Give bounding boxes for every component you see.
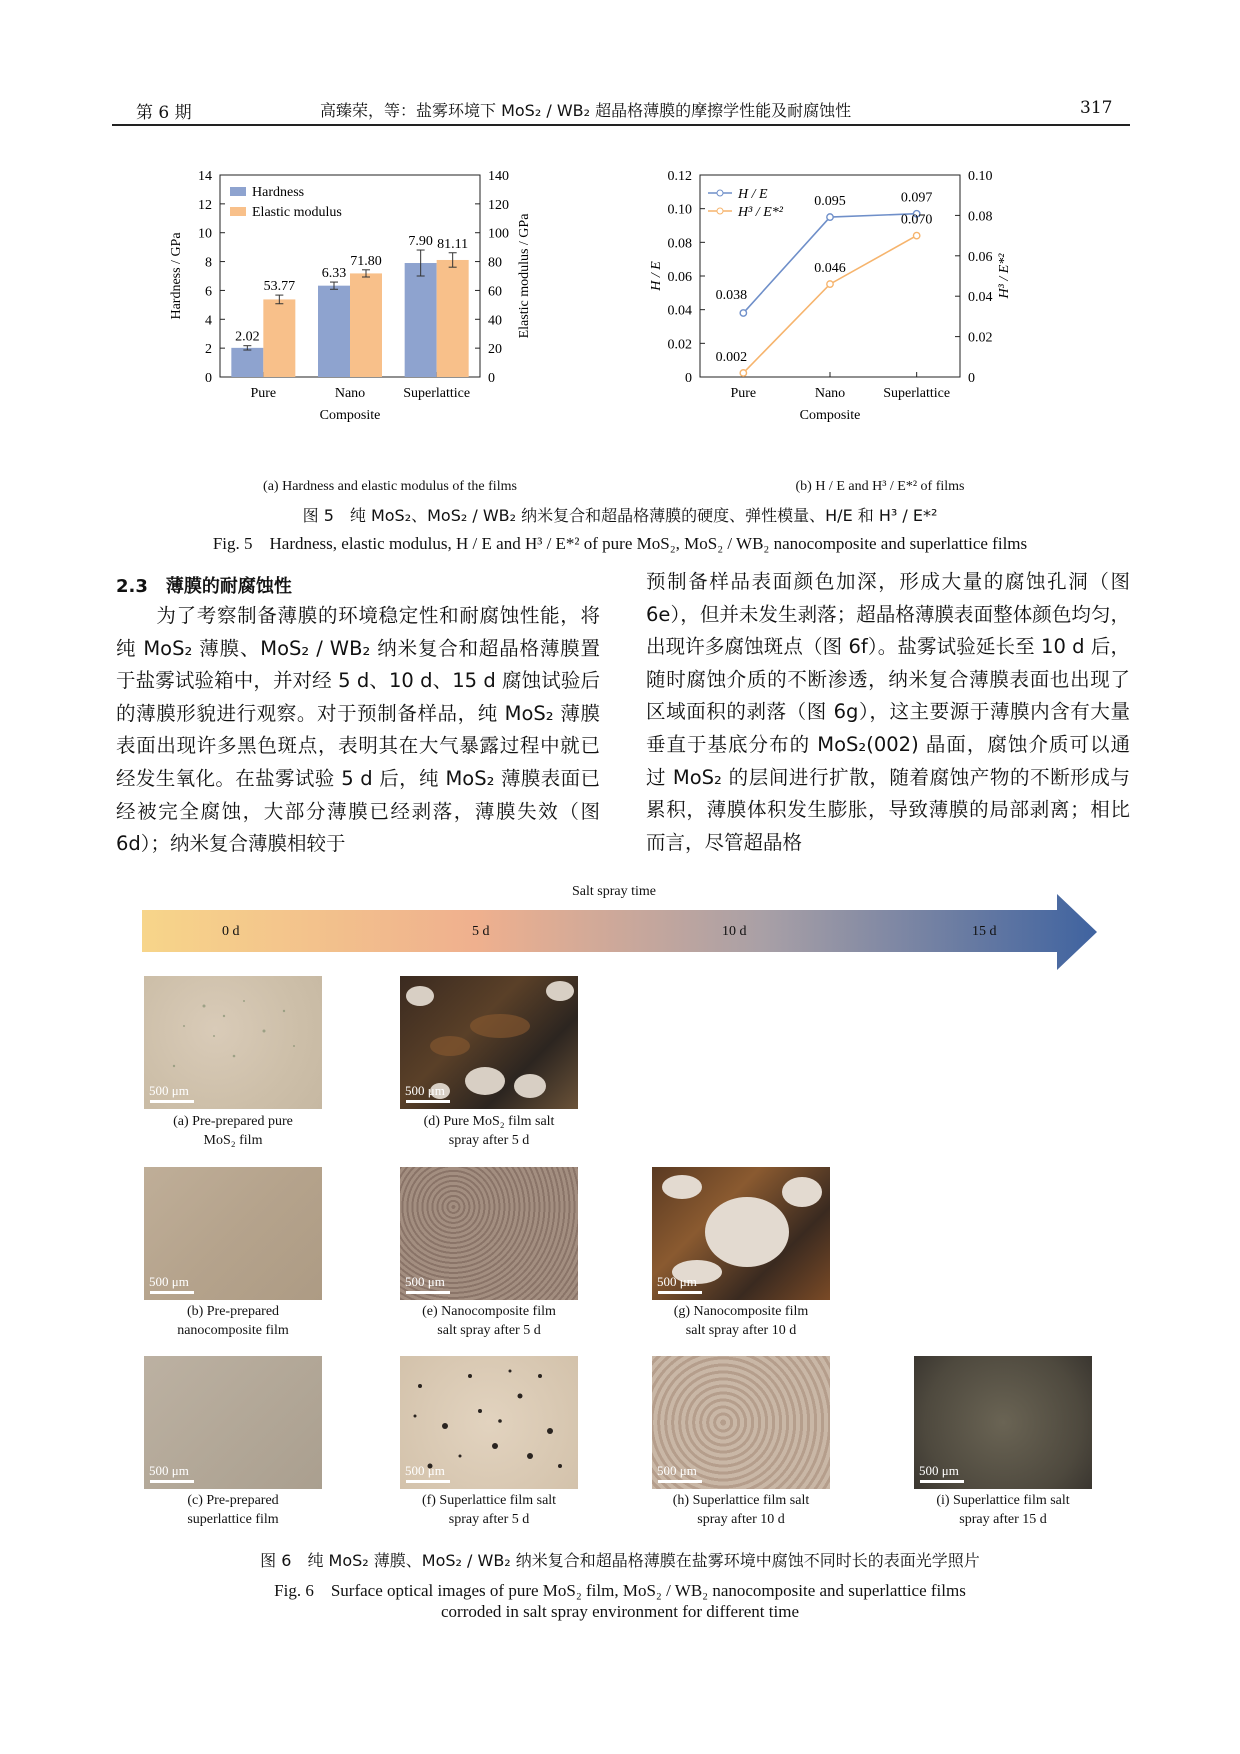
bar: [405, 263, 437, 377]
caption-line: (i) Superlattice film salt: [936, 1493, 1070, 1508]
photo-h-superlattice-10d: [652, 1356, 830, 1489]
data-point: [913, 232, 919, 238]
y-tick-label: 0.04: [667, 303, 692, 319]
data-label: 81.11: [437, 236, 469, 252]
caption-line: (c) Pre-prepared: [187, 1493, 279, 1508]
x-tick-label: Pure: [250, 386, 277, 401]
photo-i-caption: [902, 1491, 1104, 1529]
photo-e-caption: [388, 1302, 590, 1340]
y2-tick-label: 120: [488, 197, 509, 213]
caption-line: superlattice film: [187, 1512, 279, 1527]
fig6-caption-cn: 图 6 纯 MoS₂ 薄膜、MoS₂ / WB₂ 纳米复合和超晶格薄膜在盐雾环境中腐蚀不同时长的表面光学照片: [260, 1551, 980, 1570]
fig6-caption-en-1: Fig. 6 Surface optical images of pure MoS₂ film, MoS₂ / WB₂ nanocomposite and superlattice films: [274, 1581, 966, 1600]
caption-line: salt spray after 5 d: [437, 1323, 541, 1338]
scale-bar-label: 500 μm: [405, 1083, 445, 1098]
fig5a-caption: (a) Hardness and elastic modulus of the films: [263, 479, 517, 494]
data-label: 6.33: [321, 266, 347, 282]
scale-bar-label: 500 μm: [405, 1274, 445, 1289]
section-title: 2.3 薄膜的耐腐蚀性: [116, 576, 292, 597]
legend-label: H / E: [738, 187, 768, 202]
paragraph: 预制备样品表面颜色加深，形成大量的腐蚀孔洞（图 6e），但并未发生剥落；超晶格薄膜表面整体颜色均匀，出现许多腐蚀斑点（图 6f）。盐雾试验延长至 10 d 后，随时腐蚀介质的不断渗透，纳米复合薄膜表面也出现了区域面积的剥落（图 6g），这主要源于薄膜内含有大量垂直于基底分布的 MoS₂(002) 晶面，腐蚀介质可以通过 MoS₂ 的层间进行扩散，随着腐蚀产物的不断形成与累积，薄膜体积发生膨胀，导致薄膜的局部剥离；相比而言，尽管超晶格: [646, 570, 1130, 854]
caption-line: spray after 5 d: [448, 1512, 530, 1527]
y-tick-label: 0.02: [667, 337, 692, 353]
fig5b-caption: (b) H / E and H³ / E*² of films: [795, 479, 965, 494]
issue-number: 第 6 期: [136, 103, 192, 123]
bar: [231, 348, 263, 377]
y-tick-label: 6: [205, 284, 212, 300]
caption-line: spray after 10 d: [697, 1512, 785, 1527]
running-title: 高臻荣，等：盐雾环境下 MoS₂ / WB₂ 超晶格薄膜的摩擦学性能及耐腐蚀性: [320, 101, 852, 120]
data-point: [740, 310, 746, 316]
caption-line: (g) Nanocomposite film: [673, 1304, 809, 1319]
caption-line: (e) Nanocomposite film: [422, 1304, 556, 1319]
caption-line: (a) Pre-prepared pure: [173, 1114, 293, 1129]
photo-d-caption: [388, 1112, 590, 1150]
scale-bar-label: 500 μm: [919, 1463, 959, 1478]
x-tick-label: Nano: [334, 386, 366, 401]
legend-swatch: [230, 187, 246, 196]
header-rule: [112, 124, 1130, 126]
chart-hardness-modulus: [160, 165, 600, 475]
y-tick-label: 0: [685, 371, 692, 386]
legend-label: H³ / E*²: [738, 205, 783, 220]
bar: [437, 260, 469, 377]
photo-c-caption: [132, 1491, 334, 1529]
time-5d: 5 d: [472, 924, 490, 939]
caption-line: MoS₂ film: [203, 1133, 263, 1148]
y2-axis-label: Elastic modulus / GPa: [517, 213, 532, 339]
fig6-caption-en-2: corroded in salt spray environment for different time: [441, 1602, 799, 1621]
y2-tick-label: 60: [488, 284, 502, 300]
y-tick-label: 14: [198, 169, 212, 184]
x-tick-label: Superlattice: [883, 386, 951, 401]
data-label: 7.90: [408, 234, 433, 250]
y2-tick-label: 0.10: [968, 169, 993, 184]
time-15d: 15 d: [972, 924, 997, 939]
data-label: 0.002: [715, 349, 748, 365]
time-10d: 10 d: [722, 924, 747, 939]
y-tick-label: 12: [198, 197, 212, 213]
legend-marker: [717, 190, 723, 196]
x-tick-label: Nano: [814, 386, 846, 401]
y2-tick-label: 140: [488, 169, 509, 184]
y-axis-label: Hardness / GPa: [169, 232, 184, 320]
salt-spray-time-arrow: [142, 892, 1102, 972]
data-label: 0.070: [900, 212, 933, 228]
legend-swatch: [230, 207, 246, 216]
data-label: 0.095: [814, 194, 846, 210]
photo-b-caption: [132, 1302, 334, 1340]
fig5-caption-cn: 图 5 纯 MoS₂、MoS₂ / WB₂ 纳米复合和超晶格薄膜的硬度、弹性模量、H/E 和 H³ / E*²: [302, 506, 938, 525]
photo-f-superlattice-5d: [400, 1356, 578, 1489]
y-tick-label: 0.10: [667, 202, 692, 218]
arrow-title: Salt spray time: [572, 884, 656, 899]
data-label: 53.77: [263, 279, 296, 295]
photo-a-caption: [132, 1112, 334, 1150]
y-tick-label: 0.06: [667, 270, 692, 285]
series-line: [743, 236, 916, 373]
y2-tick-label: 0.08: [968, 209, 993, 225]
data-point: [827, 281, 833, 287]
y2-tick-label: 0: [968, 371, 975, 386]
caption-line: (f) Superlattice film salt: [421, 1493, 557, 1508]
y-tick-label: 0.08: [667, 236, 692, 252]
text-column-left: [116, 600, 600, 861]
photo-h-caption: [640, 1491, 842, 1529]
photo-d-pure-5d: [400, 976, 578, 1109]
scale-bar-label: 500 μm: [149, 1274, 189, 1289]
page-number: 317: [1080, 98, 1113, 118]
photo-b-nano-0d: [144, 1167, 322, 1300]
photo-f-caption: [388, 1491, 590, 1529]
scale-bar-label: 500 μm: [149, 1463, 189, 1478]
photo-i-superlattice-15d: [914, 1356, 1092, 1489]
caption-line: (d) Pure MoS₂ film salt: [423, 1114, 555, 1129]
data-point: [827, 214, 833, 220]
y2-tick-label: 100: [488, 226, 509, 242]
text-column-right: [646, 566, 1130, 859]
caption-line: nanocomposite film: [177, 1323, 289, 1338]
x-tick-label: Superlattice: [403, 386, 471, 401]
photo-g-caption: [640, 1302, 842, 1340]
y-tick-label: 0: [205, 371, 212, 386]
chart-h-e-ratio: [640, 165, 1070, 475]
y2-tick-label: 40: [488, 313, 502, 329]
y2-tick-label: 20: [488, 342, 502, 358]
legend-label: Hardness: [252, 185, 305, 200]
bar: [350, 273, 382, 377]
data-label: 0.046: [814, 261, 846, 277]
bar: [318, 286, 350, 377]
y2-tick-label: 80: [488, 255, 502, 271]
y2-tick-label: 0.04: [968, 290, 993, 306]
y2-tick-label: 0: [488, 371, 495, 386]
fig5-caption-en: Fig. 5 Hardness, elastic modulus, H / E and H³ / E*² of pure MoS₂, MoS₂ / WB₂ nanocomposite and superlattice films: [212, 534, 1028, 553]
data-label: 0.097: [900, 190, 933, 206]
data-label: 2.02: [235, 329, 260, 345]
photo-a-pure-0d: [144, 976, 322, 1109]
legend-label: Elastic modulus: [252, 205, 342, 220]
photo-g-nano-10d: [652, 1167, 830, 1300]
caption-line: salt spray after 10 d: [685, 1323, 797, 1338]
y-tick-label: 4: [205, 313, 212, 329]
y-tick-label: 8: [205, 255, 212, 271]
caption-line: (b) Pre-prepared: [186, 1304, 280, 1319]
scale-bar-label: 500 μm: [657, 1274, 697, 1289]
photo-e-nano-5d: [400, 1167, 578, 1300]
y2-tick-label: 0.02: [968, 330, 993, 346]
data-label: 0.038: [715, 288, 748, 304]
data-label: 71.80: [350, 253, 382, 269]
scale-bar-label: 500 μm: [149, 1083, 189, 1098]
y-tick-label: 2: [205, 342, 212, 358]
data-point: [740, 370, 746, 376]
y2-tick-label: 0.06: [968, 249, 993, 265]
y-axis-label: H / E: [649, 261, 664, 291]
y2-axis-label: H³ / E*²: [997, 253, 1012, 299]
y-tick-label: 0.12: [667, 169, 692, 184]
time-0d: 0 d: [222, 924, 240, 939]
scale-bar-label: 500 μm: [657, 1463, 697, 1478]
caption-line: (h) Superlattice film salt: [672, 1493, 810, 1508]
caption-line: spray after 5 d: [448, 1133, 530, 1148]
bar: [263, 299, 295, 377]
photo-c-superlattice-0d: [144, 1356, 322, 1489]
x-axis-label: Composite: [319, 408, 381, 423]
caption-line: spray after 15 d: [959, 1512, 1047, 1527]
paragraph: 为了考察制备薄膜的环境稳定性和耐腐蚀性能，将纯 MoS₂ 薄膜、MoS₂ / WB₂ 纳米复合和超晶格薄膜置于盐雾试验箱中，并对经 5 d、10 d、15 d 腐蚀试验后的薄膜形貌进行观察。对于预制备样品，纯 MoS₂ 薄膜表面出现许多黑色斑点，表明其在大气暴露过程中就已经发生氧化。在盐雾试验 5 d 后，纯 MoS₂ 薄膜表面已经被完全腐蚀，大部分薄膜已经剥落，薄膜失效（图 6d）；纳米复合薄膜相较于: [116, 604, 600, 856]
scale-bar-label: 500 μm: [405, 1463, 445, 1478]
x-axis-label: Composite: [799, 408, 861, 423]
legend-marker: [717, 208, 723, 214]
y-tick-label: 10: [198, 226, 212, 242]
x-tick-label: Pure: [730, 386, 757, 401]
